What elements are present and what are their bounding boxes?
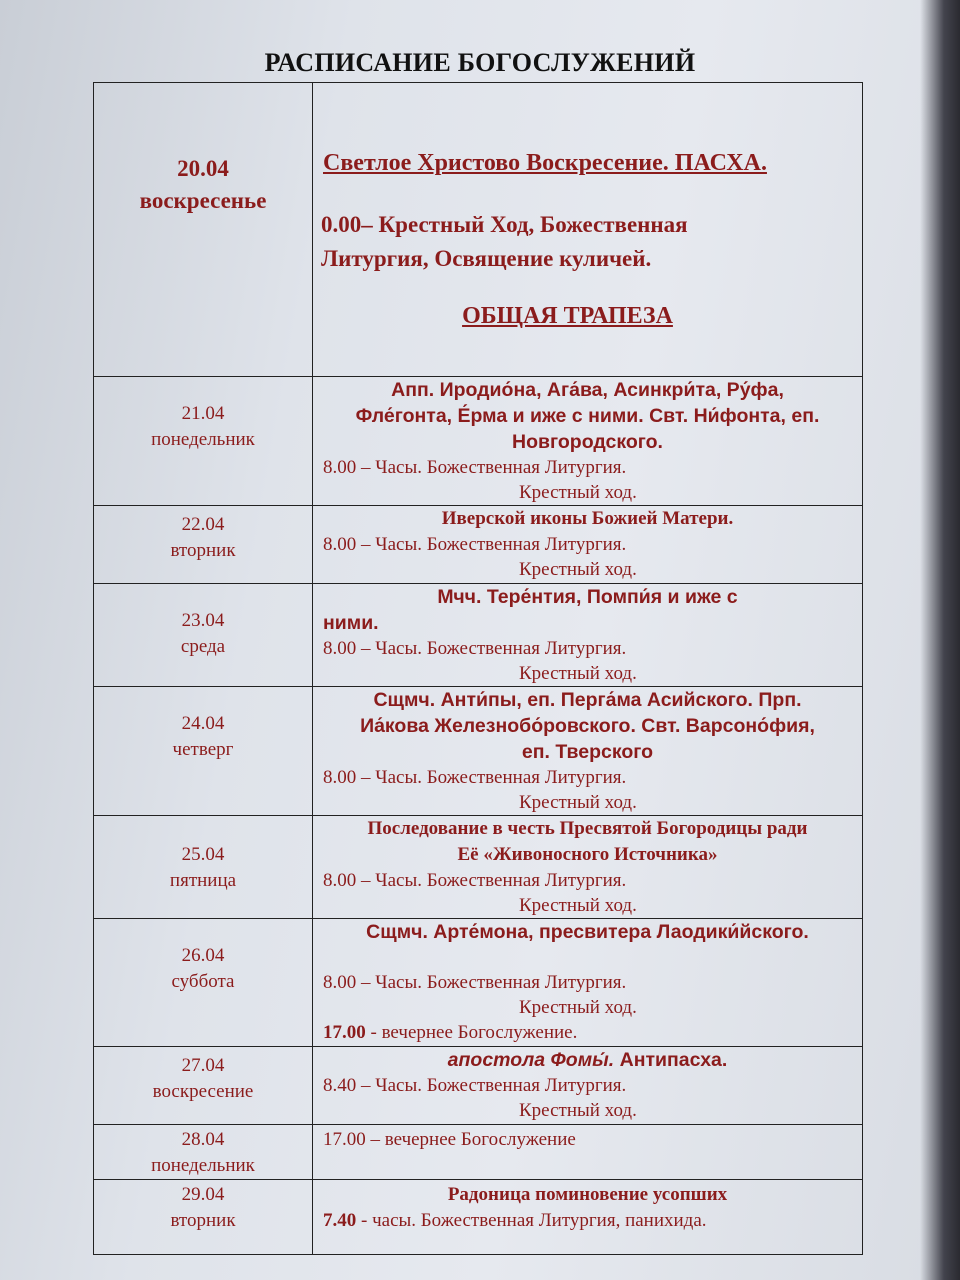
service-text: - часы. Божественная Литургия, панихида. [356, 1210, 707, 1231]
table-row [94, 919, 863, 1047]
weekday: суббота [171, 971, 235, 992]
service-cell [313, 816, 863, 919]
procession-line: Крестный ход. [519, 1100, 637, 1121]
service-cell [313, 919, 863, 1047]
procession-line: Крестный ход. [519, 482, 637, 503]
table-row [94, 816, 863, 919]
table-row [94, 377, 863, 506]
date-cell [94, 1047, 313, 1125]
saint-line: Сщмч. Анти́пы, еп. Перга́ма Асийского. Прп. [373, 689, 802, 711]
procession-line: Крестный ход. [519, 792, 637, 813]
table-row [94, 1180, 863, 1255]
saint-line: Сщмч. Арте́мона, пресвитера Лаодики́йского. [366, 921, 809, 943]
table-row [94, 584, 863, 687]
service-cell [313, 584, 863, 687]
weekday: четверг [172, 739, 234, 760]
photo-edge-shadow [920, 0, 960, 1280]
saint-line: Радоница поминовение усопших [447, 1184, 728, 1205]
date: 26.04 [181, 945, 225, 966]
date-cell [94, 687, 313, 816]
date: 25.04 [181, 844, 225, 865]
weekday: воскресенье [139, 188, 267, 213]
date: 22.04 [181, 514, 225, 535]
meal-heading: ОБЩАЯ ТРАПЕЗА [462, 303, 673, 329]
feast-title: Светлое Христово Воскресение. ПАСХА. [323, 150, 767, 176]
service-line: 8.00 – Часы. Божественная Литургия. [323, 767, 627, 788]
date: 23.04 [181, 610, 225, 631]
evening-service-line [313, 1020, 862, 1045]
service-line: 0.00– Крестный Ход, Божественная [321, 212, 688, 237]
date-cell [94, 816, 313, 919]
date-cell [94, 1180, 313, 1255]
date-cell [94, 83, 313, 377]
saint-line [313, 1047, 862, 1073]
service-cell [313, 1180, 863, 1255]
table-row [94, 687, 863, 816]
date-cell [94, 919, 313, 1047]
saint-italic: апостола Фомы́. [447, 1049, 615, 1071]
procession-line: Крестный ход. [519, 559, 637, 580]
table-row [94, 1125, 863, 1180]
date: 27.04 [181, 1055, 225, 1076]
saint-rest: Антипасха. [614, 1049, 728, 1071]
service-cell [313, 377, 863, 506]
weekday: понедельник [151, 1155, 255, 1176]
service-line: 8.40 – Часы. Божественная Литургия. [323, 1075, 627, 1096]
weekday: вторник [170, 1210, 236, 1231]
saint-line: еп. Тверского [521, 741, 654, 763]
service-line: 8.00 – Часы. Божественная Литургия. [323, 457, 627, 478]
table-row [94, 506, 863, 584]
service-cell [313, 1047, 863, 1125]
saint-line: ними. [323, 612, 379, 634]
service-line: 17.00 – вечернее Богослужение [323, 1129, 576, 1150]
saint-line: Её «Живоносного Источника» [457, 844, 718, 865]
service-line: 8.00 – Часы. Божественная Литургия. [323, 870, 627, 891]
service-line: 8.00 – Часы. Божественная Литургия. [323, 638, 627, 659]
saint-line: Новгородского. [512, 431, 663, 453]
date: 20.04 [177, 156, 229, 181]
date: 21.04 [181, 403, 225, 424]
date: 28.04 [181, 1129, 225, 1150]
procession-line: Крестный ход. [519, 997, 637, 1018]
saint-line: Иверской иконы Божией Матери. [441, 508, 734, 529]
procession-line: Крестный ход. [519, 663, 637, 684]
saint-line: Иа́кова Железнобо́ровского. Свт. Варсоно́фия, [360, 715, 815, 737]
date-cell [94, 584, 313, 687]
page-title: РАСПИСАНИЕ БОГОСЛУЖЕНИЙ [264, 48, 696, 77]
service-line: 8.00 – Часы. Божественная Литургия. [323, 534, 627, 555]
service-time: 7.40 [323, 1210, 357, 1231]
weekday: воскресение [152, 1081, 254, 1102]
evening-text: - вечернее Богослужение. [365, 1022, 578, 1043]
date: 24.04 [181, 713, 225, 734]
table-row [94, 83, 863, 377]
evening-time: 17.00 [323, 1022, 366, 1043]
date-cell [94, 506, 313, 584]
saint-line: Последование в честь Пресвятой Богородицы ради [367, 818, 808, 839]
procession-line: Крестный ход. [519, 895, 637, 916]
date: 29.04 [181, 1184, 225, 1205]
weekday: понедельник [151, 429, 255, 450]
weekday: вторник [170, 540, 236, 561]
schedule-table [93, 82, 863, 1255]
service-cell [313, 83, 863, 377]
saint-line: Мчч. Тере́нтия, Помпи́я и иже с [437, 586, 738, 608]
weekday: среда [180, 636, 226, 657]
service-cell [313, 687, 863, 816]
service-line [313, 1208, 862, 1233]
service-cell [313, 1125, 863, 1180]
table-row [94, 1047, 863, 1125]
date-cell [94, 1125, 313, 1180]
weekday: пятница [169, 870, 237, 891]
service-cell [313, 506, 863, 584]
saint-line: Апп. Иродио́на, Ага́ва, Асинкри́та, Ру́фа, [391, 379, 784, 401]
date-cell [94, 377, 313, 506]
saint-line: Фле́гонта, Е́рма и иже с ними. Свт. Ни́фонта, еп. [355, 405, 820, 427]
service-line: Литургия, Освящение куличей. [321, 246, 652, 271]
service-line: 8.00 – Часы. Божественная Литургия. [323, 972, 627, 993]
